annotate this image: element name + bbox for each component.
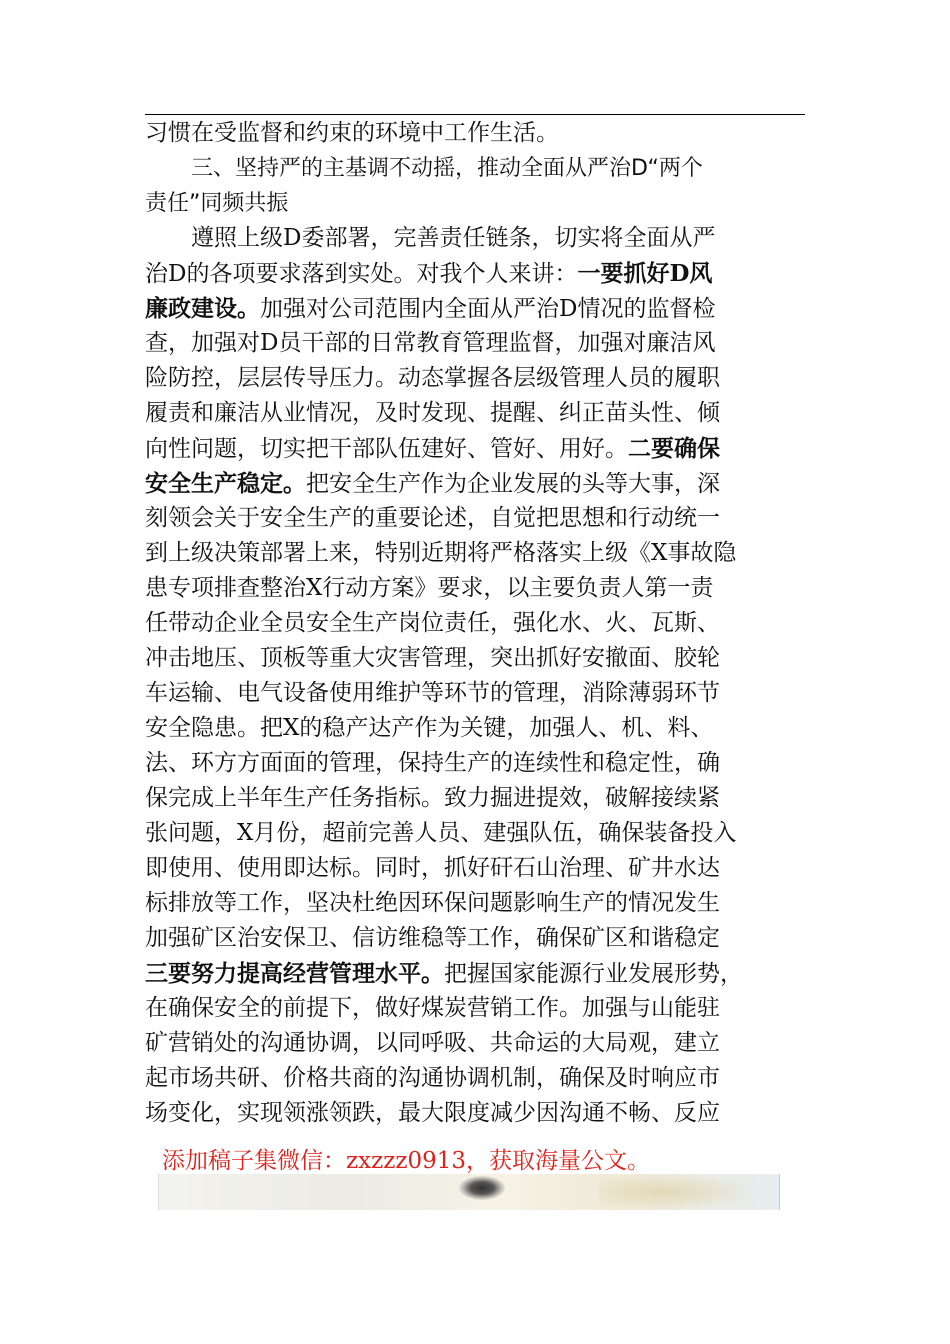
text-line-mixed	[145, 956, 805, 991]
bold-point-3: 三要努力提高经营管理水平。	[145, 960, 444, 987]
section-heading-cont: 责任”同频共振	[145, 191, 289, 216]
text-line: 在确保安全的前提下，做好煤炭营销工作。加强与山能驻	[145, 995, 720, 1021]
promo-text: 添加稿子集微信：zxzzz0913，获取海量公文。	[162, 1148, 650, 1174]
text-run: 把握国家能源行业发展形势，	[444, 961, 743, 987]
text-line: 起市场共研、价格共商的沟通协调机制，确保及时响应市	[145, 1065, 720, 1091]
text-line: 保完成上半年生产任务指标。致力掘进提效，破解接续紧	[145, 785, 720, 811]
text-line: 患专项排查整治X行动方案》要求，以主要负责人第一责	[145, 575, 714, 601]
text-run: 加强对公司范围内全面从严治D情况的监督检	[260, 296, 716, 322]
text-line: 张问题，X月份，超前完善人员、建强队伍，确保装备投入	[145, 820, 737, 846]
text-line: 标排放等工作，坚决杜绝因环保问题影响生产的情况发生	[145, 890, 720, 916]
text-line: 法、环方方面面的管理，保持生产的连续性和稳定性，确	[145, 750, 720, 776]
bold-point-1: 一要抓好D风	[577, 260, 713, 287]
text-line-mixed	[145, 431, 805, 466]
text-line: 即使用、使用即达标。同时，抓好矸石山治理、矿井水达	[145, 855, 720, 881]
text-line: 刻领会关于安全生产的重要论述，自觉把思想和行动统一	[145, 505, 720, 531]
bold-point-2-cont: 安全生产稳定。	[145, 470, 306, 497]
bold-point-1-cont: 廉政建设。	[145, 295, 260, 322]
text-line-mixed	[145, 291, 805, 326]
text-line: 到上级决策部署上来，特别近期将严格落实上级《X事故隐	[145, 540, 737, 566]
text-line: 习惯在受监督和约束的环境中工作生活。	[145, 120, 559, 146]
decorative-shade	[599, 1174, 759, 1210]
footer-image-strip	[158, 1174, 780, 1210]
text-line-mixed	[145, 466, 805, 501]
text-line-mixed	[145, 256, 805, 291]
text-line: 矿营销处的沟通协调，以同呼吸、共命运的大局观，建立	[145, 1030, 720, 1056]
section-heading: 三、坚持严的主基调不动摇，推动全面从严治D“两个	[191, 156, 703, 181]
text-line: 加强矿区治安保卫、信访维稳等工作，确保矿区和谐稳定	[145, 925, 720, 951]
text-line: 车运输、电气设备使用维护等环节的管理，消除薄弱环节	[145, 680, 720, 706]
text-line: 场变化，实现领涨领跌，最大限度减少因沟通不畅、反应	[145, 1100, 720, 1126]
text-line: 险防控，层层传导压力。动态掌握各层级管理人员的履职	[145, 365, 720, 391]
text-run: 向性问题，切实把干部队伍建好、管好、用好。	[145, 436, 628, 462]
ink-blot-graphic	[459, 1176, 505, 1200]
text-run: 治D的各项要求落到实处。对我个人来讲：	[145, 261, 578, 287]
text-line: 遵照上级D委部署，完善责任链条，切实将全面从严	[191, 225, 716, 251]
bold-point-2: 二要确保	[628, 435, 720, 462]
text-line: 履责和廉洁从业情况，及时发现、提醒、纠正苗头性、倾	[145, 400, 720, 426]
text-line: 安全隐患。把X的稳产达产作为关键，加强人、机、料、	[145, 715, 714, 741]
header-rule	[145, 114, 805, 115]
document-body	[145, 116, 805, 1131]
text-line: 冲击地压、顶板等重大灾害管理，突出抓好安撤面、胶轮	[145, 645, 720, 671]
text-line: 查，加强对D员干部的日常教育管理监督，加强对廉洁风	[145, 330, 716, 356]
text-run: 把安全生产作为企业发展的头等大事，深	[306, 471, 720, 497]
text-line: 任带动企业全员安全生产岗位责任，强化水、火、瓦斯、	[145, 610, 720, 636]
